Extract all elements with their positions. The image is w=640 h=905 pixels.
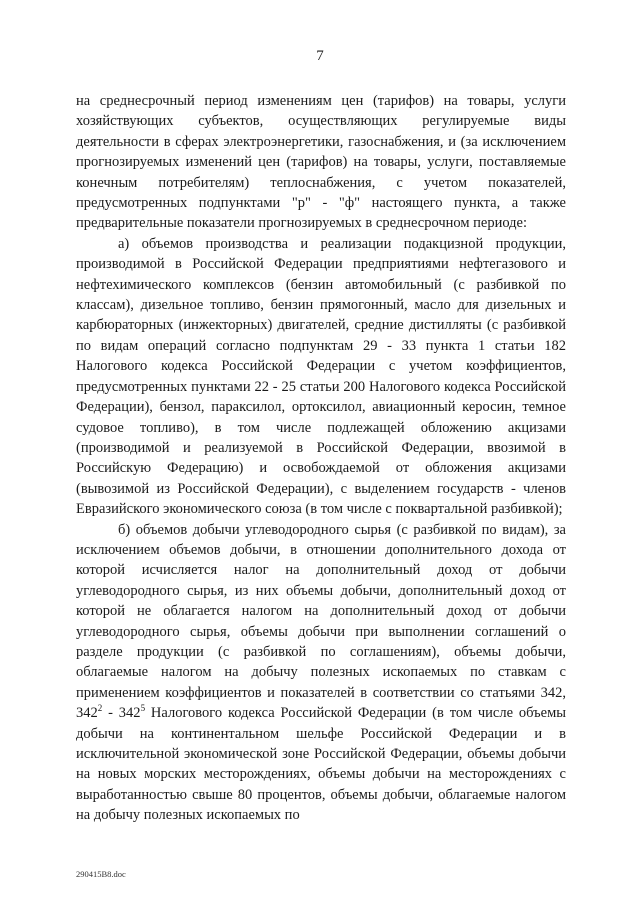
page-number: 7 xyxy=(316,48,324,64)
item-b-paragraph xyxy=(76,520,566,826)
item-b-text-mid: - 342 xyxy=(102,705,141,722)
item-b-text-end: Налогового кодекса Российской Федерации (в том числе объемы добычи на континентальном шельфе Российской Федерации и в исключительной экономической зоне Российской Федерации, объемы добычи на новых морских месторождениях, объемы добычи на месторождениях с выработанностью свыше 80 процентов, объемы добычи, облагаемые налогом на добычу полезных ископаемых по xyxy=(76,705,566,824)
item-a-paragraph: а) объемов производства и реализации подакцизной продукции, производимой в Российской Федерации предприятиями нефтегазового и нефтехимического комплексов (бензин автомобильный (с разбивкой по классам), дизельное топливо, бензин прямогонный, масло для дизельных и карбюраторных (инжекторных) двигателей, средние дистилляты (с разбивкой по видам операций согласно подпунктам 29 - 33 пункта 1 статьи 182 Налогового кодекса Российской Федерации с учетом коэффициентов, предусмотренных пунктами 22 - 25 статьи 200 Налогового кодекса Российской Федерации), бензол, параксилол, ортоксилол, авиационный керосин, темное судовое топливо), в том числе подлежащей обложению акцизами (производимой и реализуемой в Российской Федерации, ввозимой в Российскую Федерацию) и освобождаемой от обложения акцизами (вывозимой из Российской Федерации), с выделением государств - членов Евразийского экономического союза (в том числе с поквартальной разбивкой); xyxy=(76,235,566,518)
superscript-2: 2 xyxy=(97,703,103,714)
intro-paragraph: на среднесрочный период изменениям цен (тарифов) на товары, услуги хозяйствующих субъектов, осуществляющих регулируемые виды деятельности в сферах электроэнергетики, газоснабжения, и (за исключением прогнозируемых изменений цен (тарифов) на товары, услуги, поставляемые конечным потребителям) теплоснабжения, с учетом показателей, предусмотренных подпунктами "р" - "ф" настоящего пункта, а также предварительные показатели прогнозируемых в среднесрочном периоде: xyxy=(76,93,566,232)
superscript-5: 5 xyxy=(140,703,146,714)
item-b-text-start: б) объемов добычи углеводородного сырья (с разбивкой по видам), за исключением объемов добычи, в отношении дополнительного дохода от которой исчисляется налог на дополнительный доход от добычи углеводородного сырья, из них объемы добычи, дополнительный доход от которой не облагается налогом на дополнительный доход от добычи углеводородного сырья, объемы добычи при выполнении соглашений о разделе продукции (с разбивкой по соглашениям), объемы добычи, облагаемые налогом на добычу полезных ископаемых по ставкам с применением коэффициентов и показателей в соответствии со статьями 342, 342 xyxy=(76,521,566,722)
document-body xyxy=(76,91,566,826)
file-name-footer: 290415B8.doc xyxy=(76,869,126,879)
